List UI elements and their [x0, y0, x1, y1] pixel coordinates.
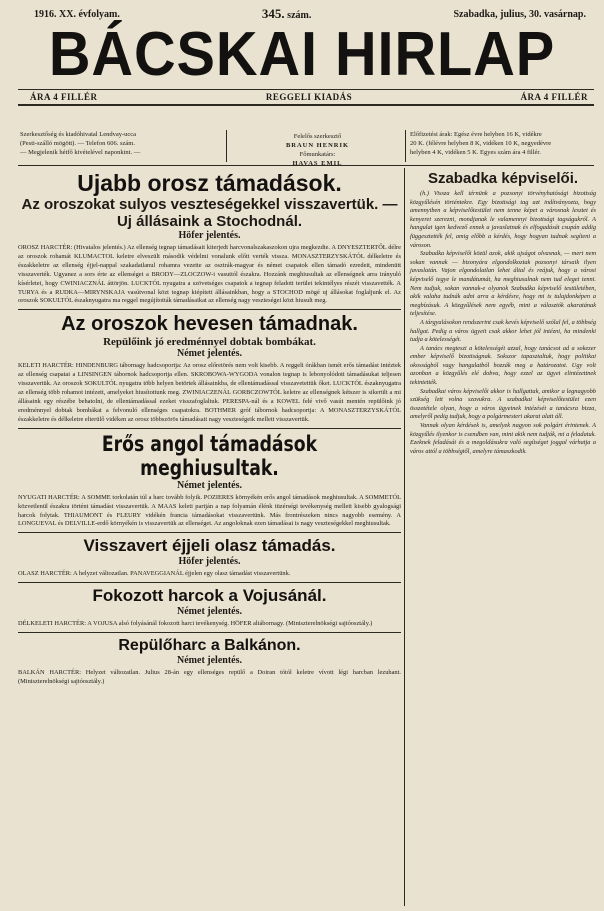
info-divider: [226, 130, 227, 162]
info-publisher: [20, 130, 220, 157]
editorial-title: Szabadka képviselői.: [427, 170, 579, 187]
headline: Ujabb orosz támadások.: [77, 170, 342, 196]
info-line: helyben 4 K, vidéken 5 K. Egyes szám ára 4 fillér.: [410, 149, 541, 156]
info-line: Felelős szerkesztő: [293, 133, 342, 140]
source-label: Höfer jelentés.: [178, 556, 241, 568]
info-editors: [235, 132, 400, 168]
article: [18, 432, 401, 530]
article: [18, 636, 401, 687]
year-label: 1916. XX. évfolyam.: [34, 8, 120, 20]
article: [18, 586, 401, 629]
editorial-paragraph: Szabadkai város képviselői akkor is hallgattak, amikor a legnagyobb szükség lett volna szavukra. A szabadkai képviselőtestület ezen összetétele olyan, hogy a város ügyeinek intézését a tanácsra bizza, amelyről pedig tudjuk, hogy a polgármesteri akarat alatt áll.: [410, 387, 596, 421]
editorial-column: [410, 170, 596, 456]
article-divider: [18, 428, 401, 429]
masthead-title: BÁCSKAI HIRLAP: [48, 20, 556, 89]
article: [18, 170, 401, 306]
headline: Repülőharc a Balkánon.: [118, 637, 301, 655]
editorial-paragraph: A tárgyalásokon rendszerint csak kevés képviselő szólal fel, a többség hallgat. Pedig a város ügyeit csak akkor lehet jól intézni, ha mindenki tudja a kötelességét.: [410, 318, 596, 344]
source-label: Höfer jelentés.: [178, 230, 241, 241]
article-divider: [18, 582, 401, 583]
info-line: Főmunkatárs:: [299, 151, 336, 158]
issue-date: Szabadka, julius, 30. vasárnap.: [453, 8, 586, 20]
editorial-paragraph: Szabadka képviselői közül azok, akik ujságot olvasnak, — mert nem sokan vannak — bizonyára elgondolkoztak pozsonyi társaik ilyen javaslatán. Vajon elgondolatlan lehet által és reájuk, hogy a városi képviselő tegye le mandátumát, ha meghiusulnak nem tud eleget tenni. Nem tudjuk, sokan vannak-e olyanok Szabadka képviselő testületében, akik valaha tudnák adni arra a kérdésre, hogy mi is tulajdonképen a megbízásuk. A közgyűlések nem egyéb, mint a választók akaratának teljesítése.: [410, 250, 596, 318]
info-block: [20, 130, 594, 167]
subheadline: Az oroszokat sulyos veszteségekkel visszavertük. — Uj állásaink a Stochodnál.: [21, 196, 398, 230]
info-subscription: [410, 130, 600, 157]
column-divider: [404, 168, 405, 906]
info-line: HAVAS EMIL: [292, 160, 343, 167]
editorial-paragraph: A tanács megteszi a kötelességét azzal, hogy tanácsot ad a sokezer ember képviselő bizottságnak. Sokszor tapasztaltuk, hogy politikai okosságból vagy hangulatból hozzák meg a határozatot. Ugy volt azonban a közgyűlés elé dobva, hogy ezzel az ügyet elintézettnek tekintették.: [410, 344, 596, 387]
article: [18, 313, 401, 424]
article-divider: [18, 632, 401, 633]
article-body: NYUGATI HARCTÉR: A SOMME torkolatán túl a harc tovább folyik. POZIERES környékén erős angol támadások meghiusultak. A SOMMETÓL közvetlenül északra történt támadást visszavertük. A MAAS keleti partján a nap folyamán élénk tüzérségi tevékenység mellett kisebb gyalogsági harcok folytak. THIAUMONT és FLEURY vidékén francia támadásokat visszavertünk. Más frontrészeken nincs nagyobb esemény. A LONGUEVAL és DELVILLE-erdő környékén is visszavertük az ellenséget. Az angoloknak ezen támadásai is nagy veszteségekkel meghiusultak.: [18, 493, 401, 528]
headline: Erős angol támadások meghiusultak.: [101, 431, 318, 480]
info-divider: [405, 130, 406, 162]
editorial-paragraph: Vannak olyan kérdések is, amelyek nagyon sok polgárt érintenek. A közgyűlés ilyenkor is csendben van, mint akik nem tudják, mi a feladatuk. Ezeknek feladását és a megoldásukra való segítséget joggal várhatja a város attól a többségtől, amelyre támaszkodik.: [410, 422, 596, 455]
price-edition-line: [30, 92, 588, 102]
subheadline: Repülőink jó eredménnyel dobtak bombákat.: [103, 336, 316, 349]
info-line: — Megjelenik hétfő kivételével naponkint. —: [20, 149, 141, 156]
info-line: BRAUN HENRIK: [285, 142, 350, 149]
source-label: Német jelentés.: [177, 479, 242, 491]
headline: Az oroszok hevesen támadnak.: [61, 313, 358, 336]
article-divider: [18, 309, 401, 310]
source-label: Német jelentés.: [177, 655, 242, 667]
war-news-column: [18, 170, 401, 687]
rule-top: [18, 89, 594, 90]
info-line: (Pesti-szálló mögött). — Telefon 606. szám.: [20, 140, 135, 147]
info-line: Előfizetési árak: Egész évre helyben 16 K, vidékre: [410, 131, 542, 138]
rule-double: [18, 104, 594, 106]
editorial-paragraph: (h.) Vissza kell térnünk a pozsonyi törvényhatósági bizottság közgyűlésén történtekre. Egy bizottsági tag azt indítványozta, hogy amennyiben a képviselőtestület nem tenne képet a városnak lesztet és kenyeret szerezni, mondjanak le valamennyi bizottsági tagságukról. A hangulat igen kedvező ennek a javaslatnak és elfogadását csupán addig függesztették fel, amig előbb a kérdés, hogy hogyan tudnak segíteni a városon.: [410, 190, 596, 249]
article-body: KELETI HARCTÉR: HINDENBURG tábornagy hadcsoportja: Az orosz előretörés nem volt kisebb. A reggeli órákban ismét erős támadást intéztek az ellenség csapatai a LINSINGEN tábornok hadcsoportja ellen. SKROBOWA-WYGODA vonalon tegnap is lebonyolódott támadásukat teljesen visszavertük. Az oroszok SOKULTÓL nyugatra több helyen betörtek állásainkba, de ellentámadással visszavetettük őket. LUCKTÓL északnyugatra az ellenség több rohamot intézett, amelyeket hiusítottunk meg. ZWINIACZENÁL GORBCZOWTÓL keletre az ellenségnek kétszer is sikerült a mi állásaink egy részébe behatolni, de ellentámadással ezeket visszafoglaltuk. PERESPA-nál és a KOWEL felé vivő vasút mentén repülőink jó eredménnyel dobtak bombákat a felvonuló ellenséges csapatokra. BOTHMER gróf tábornok hadcsoportja: A MONASZTERZYSKÁTÓL északkeletre és délkeletre elterülő vidéken az orosz többszörös támadásait nagy veszteségeik mellett visszavertük.: [18, 362, 401, 423]
headline: Fokozott harcok a Vojusánál.: [92, 586, 327, 606]
info-line: 20 K. (félévre helyben 8 K, vidéken 10 K, negyedévre: [410, 140, 552, 147]
article-body: OROSZ HARCTÉR: (Hivatalos jelentés.) Az ellenség tegnap támadásait kiterjedt harcvonalszakaszokon ujra megkezdte. A DNYESZTERTŐL délre az oroszok rohamát KLUMACTOL keletre elveszült második védelmi vonalunk előtt verték vissza. MONASZTERZYSKÁTÓL délkeletre és északkeletre az ellenség éjjel-nappal szakadatlanul rohamra vezette az osztrák-magyar és német csapatok ellen támadó ezredeit, mindenütt visszaverték. Ugyanez a sors érte az ellenséget a BRODY—ZLOCZOW-i vasuttól északra. Hozzánk meghiusultak az ellenségnek arra irányuló kísérletei, hogy CWINIACZNÁL áttörjön. LUCKTÓL nyugatra a szövetséges csapatok a tegnap feladott terület tekintélyes részét visszavették. A TURYA és a RUDKA—MIRYNSKAJA vasútvonal közt tegnap kiépített állásainkban, hogy a STOCHOD mögé uj állásokat foglaljunk el. Az oroszok SOKULTÓL északnyugatra ma reggel megújították támadásaikat az ellenség nagy veszteségei közt hiusult meg.: [18, 244, 401, 305]
headline: Visszavert éjjeli olasz támadás.: [83, 536, 336, 556]
price-left: ÁRA 4 FILLÉR: [30, 92, 98, 102]
article-body: OLASZ HARCTÉR: A helyzet változatlan. PANAVEGGIANÁL éjjelen egy olasz támadást visszavertünk.: [18, 570, 291, 578]
article: [18, 536, 401, 579]
article-body: BALKÁN HARCTÉR: Helyzet változatlan. Julius 28-án egy ellenséges repülő a Doiran tótól keletre vívott légi harcban lezuhant. (Miniszterelnökségi sajtóosztály.): [18, 669, 401, 686]
issue-number: 345.: [261, 6, 285, 21]
price-right: ÁRA 4 FILLÉR: [520, 92, 588, 102]
article-body: DÉLKELETI HARCTÉR: A VOJUSA alsó folyásánál fokozott harci tevékenység. HÖFER altábornagy. (Miniszterelnökségi sajtóosztály.): [18, 620, 373, 628]
edition-label: REGGELI KIADÁS: [265, 92, 353, 102]
article-divider: [18, 532, 401, 533]
info-line: Szerkesztőség és kiadóhivatal Lendvay-ucca: [20, 131, 137, 138]
source-label: Német jelentés.: [177, 348, 242, 360]
issue-word: szám.: [287, 10, 312, 21]
source-label: Német jelentés.: [177, 606, 242, 618]
